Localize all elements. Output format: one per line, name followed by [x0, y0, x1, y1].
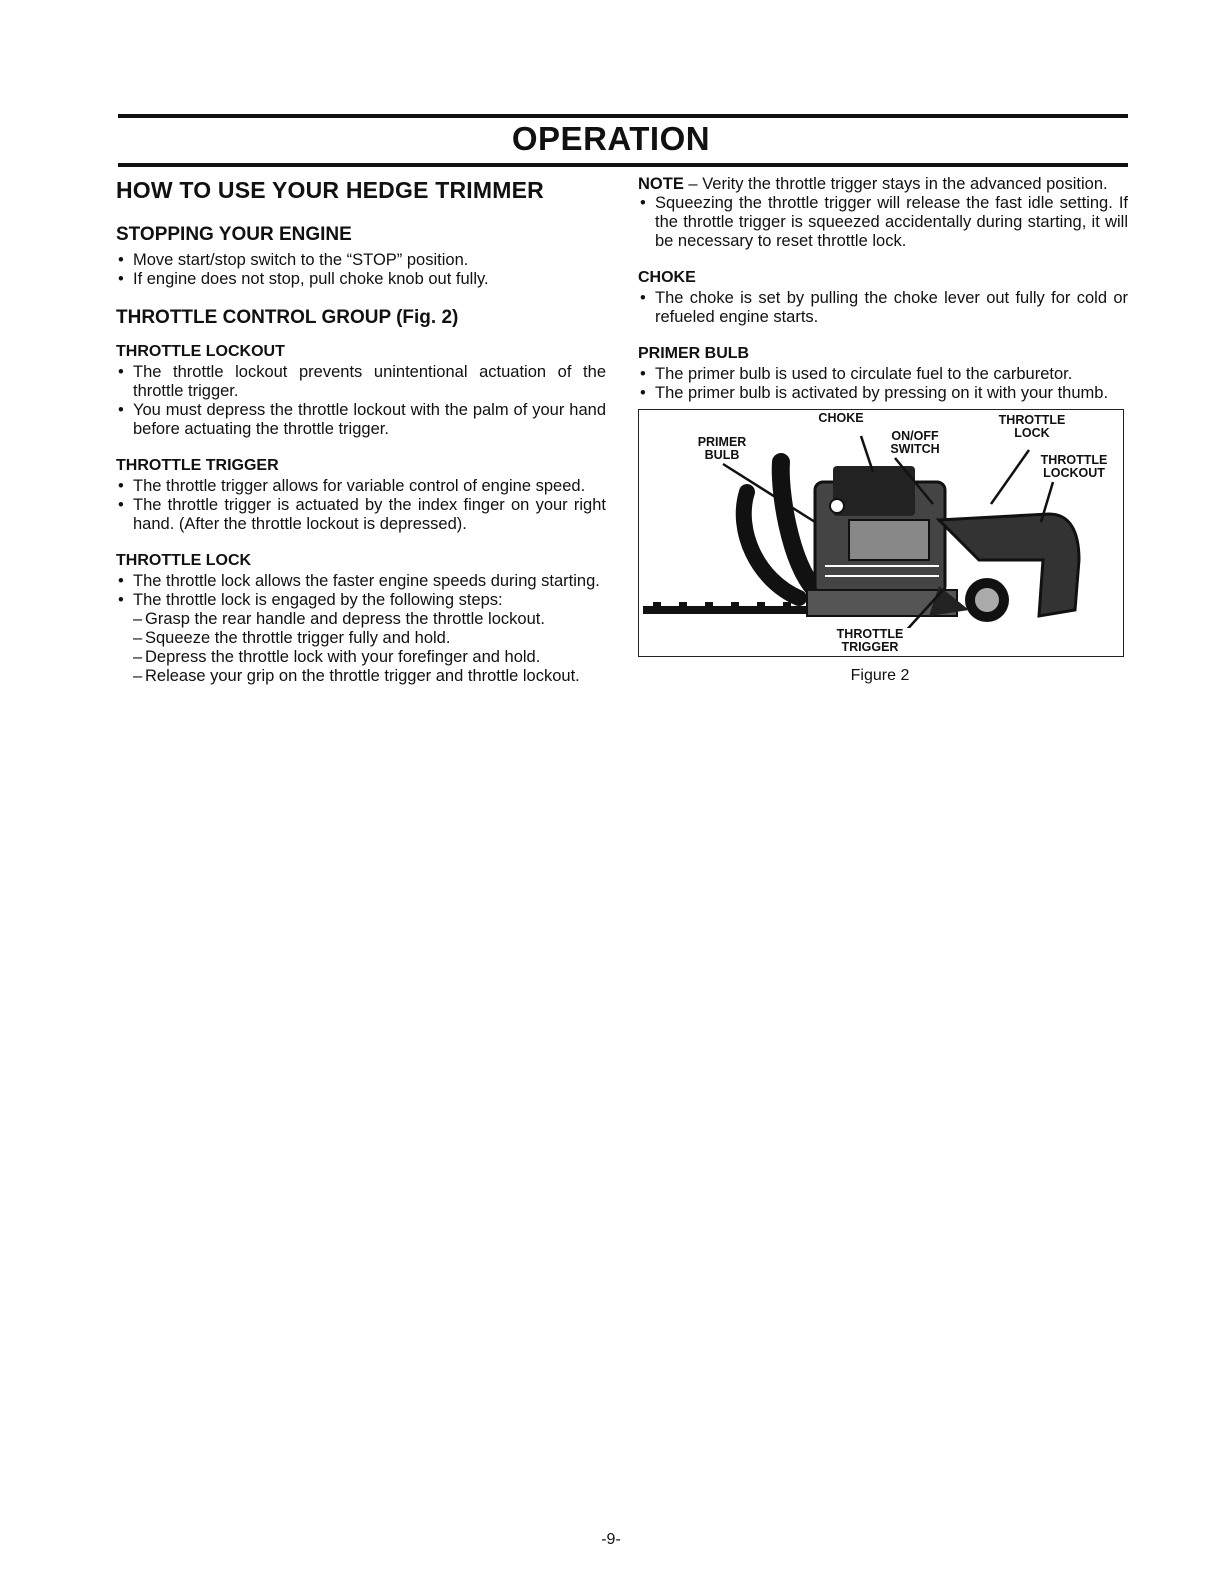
choke-heading: CHOKE: [638, 269, 696, 286]
throttle-lock-label: THROTTLE LOCK: [987, 414, 1077, 440]
list-item: • If engine does not stop, pull choke knob out fully.: [116, 270, 606, 289]
stopping-list: [116, 251, 606, 289]
list-item: • The choke is set by pulling the choke lever out fully for cold or refueled engine starts.: [638, 289, 1128, 327]
figure-2: [638, 409, 1124, 657]
stopping-heading: STOPPING YOUR ENGINE: [116, 224, 352, 245]
main-heading: HOW TO USE YOUR HEDGE TRIMMER: [116, 177, 544, 203]
list-item: • The primer bulb is activated by pressing on it with your thumb.: [638, 384, 1128, 403]
figure-caption: Figure 2: [850, 667, 910, 684]
choke-list: [638, 289, 1128, 327]
top-rule: [118, 114, 1128, 118]
list-item: • The primer bulb is used to circulate fuel to the carburetor.: [638, 365, 1128, 384]
primer-bulb-label: PRIMER BULB: [687, 436, 757, 462]
page-title: OPERATION: [511, 120, 711, 157]
throttle-lockout-label: THROTTLE LOCKOUT: [1029, 454, 1119, 480]
list-item: • The throttle trigger allows for variable control of engine speed.: [116, 477, 606, 496]
step-item: – Squeeze the throttle trigger fully and hold.: [133, 629, 606, 648]
primer-list: [638, 365, 1128, 403]
throttle-trigger-list: [116, 477, 606, 534]
on-off-switch-label: ON/OFF SWITCH: [875, 430, 955, 456]
throttle-lockout-heading: THROTTLE LOCKOUT: [116, 343, 285, 360]
step-item: – Depress the throttle lock with your forefinger and hold.: [133, 648, 606, 667]
right-column: [638, 175, 1128, 685]
throttle-lock-steps: [116, 610, 606, 686]
choke-label: CHOKE: [811, 412, 871, 425]
left-column: [116, 175, 606, 686]
note-list: [638, 194, 1128, 251]
throttle-lock-heading: THROTTLE LOCK: [116, 552, 252, 569]
throttle-lock-list: [116, 572, 606, 610]
page-number: -9-: [601, 1531, 621, 1548]
throttle-group-heading: THROTTLE CONTROL GROUP (Fig. 2): [116, 307, 459, 328]
primer-heading: PRIMER BULB: [638, 345, 750, 362]
step-item: – Release your grip on the throttle trigger and throttle lockout.: [133, 667, 606, 686]
note-paragraph: [638, 175, 1128, 194]
step-item: – Grasp the rear handle and depress the throttle lockout.: [133, 610, 606, 629]
throttle-trigger-heading: THROTTLE TRIGGER: [116, 457, 279, 474]
list-item: • The throttle lock is engaged by the following steps:: [116, 591, 606, 610]
list-item: • The throttle lockout prevents unintentional actuation of the throttle trigger.: [116, 363, 606, 401]
note-text: – Verity the throttle trigger stays in the advanced position.: [683, 175, 1108, 193]
list-item: • The throttle lock allows the faster engine speeds during starting.: [116, 572, 606, 591]
list-item: • You must depress the throttle lockout with the palm of your hand before actuating the throttle trigger.: [116, 401, 606, 439]
note-label: NOTE: [638, 175, 684, 193]
title-rule: [118, 163, 1128, 167]
throttle-lockout-list: [116, 363, 606, 439]
list-item: • Squeezing the throttle trigger will release the fast idle setting. If the throttle trigger is squeezed accidentally during starting, it will be necessary to reset throttle lock.: [638, 194, 1128, 251]
list-item: • Move start/stop switch to the “STOP” position.: [116, 251, 606, 270]
list-item: • The throttle trigger is actuated by the index finger on your right hand. (After the throttle lockout is depressed).: [116, 496, 606, 534]
throttle-trigger-label: THROTTLE TRIGGER: [825, 628, 915, 654]
